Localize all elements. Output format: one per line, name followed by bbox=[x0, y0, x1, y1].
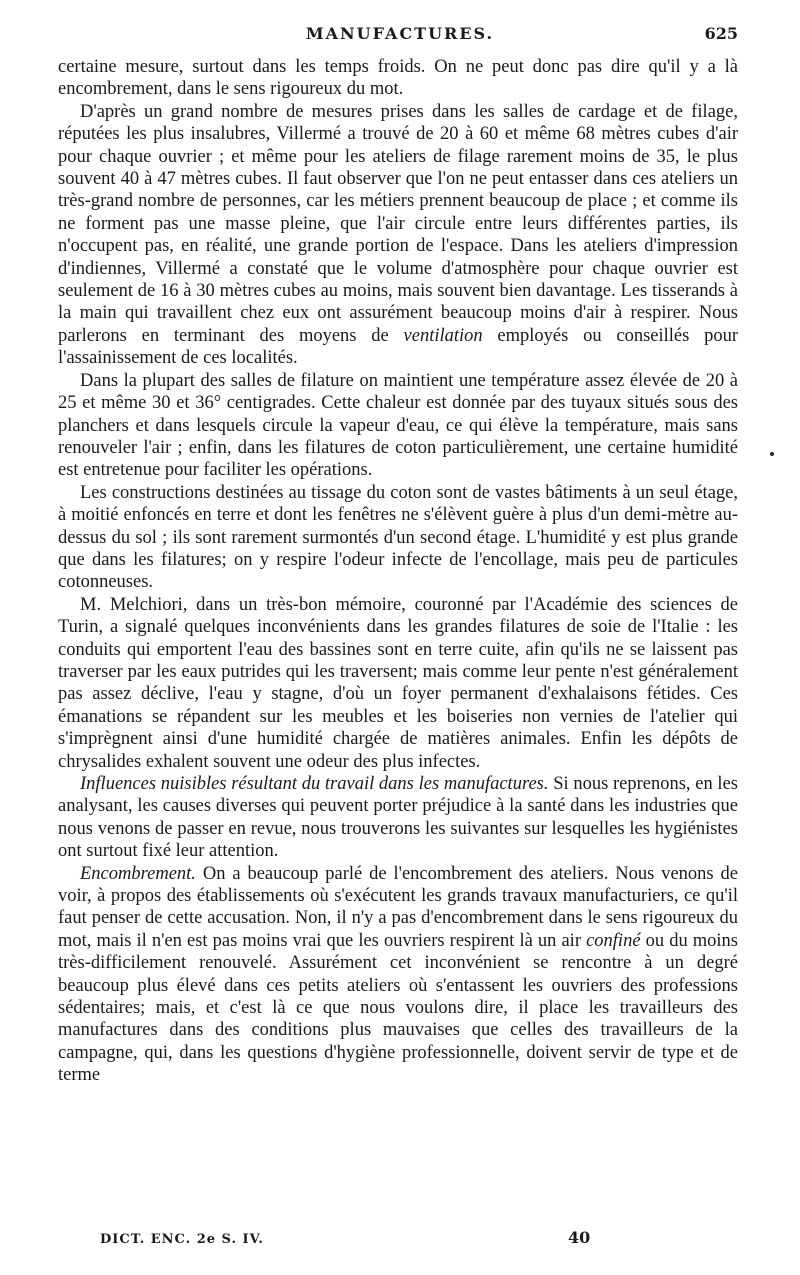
paragraph bbox=[58, 370, 738, 482]
text-segment: M. Melchiori, dans un très-bon mémoire, couronné par l'Académie des sciences de Turin, a signalé quelques inconvénients dans les grandes filatures de soie de l'Italie : les conduits qui emportent l'eau des bassines sont en terre cuite, afin qu'ils ne se laissent pas traverser par les eaux putrides qui les traversent; mais comme leur pente n'est généralement pas assez déclive, l'eau y stagne, d'où un foyer permanent d'exhalaisons fétides. Ces émanations se répandent sur les meubles et les boiseries non vernies de l'atelier qui s'imprègnent ainsi d'une humidité chargée de matières animales. Enfin les dépôts de chrysalides exhalent souvent une odeur des plus infectes. bbox=[58, 594, 738, 772]
running-header-title: MANUFACTURES. bbox=[305, 24, 495, 43]
italic-text-segment: Encombrement. bbox=[80, 863, 196, 884]
body-text bbox=[58, 56, 738, 1087]
text-segment: certaine mesure, surtout dans les temps froids. On ne peut donc pas dire qu'il y a là encombrement, dans le sens rigoureux du mot. bbox=[58, 57, 738, 100]
paragraph bbox=[58, 773, 738, 863]
paragraph bbox=[58, 863, 738, 1087]
text-segment: D'après un grand nombre de mesures prises dans les salles de cardage et de filage, réputées les plus insalubres, Villermé a trouvé de 20 à 60 et même 68 mètres cubes d'air pour chaque ouvrier ; et même pour les ateliers de filage rarement moins de 35, le plus souvent 40 à 47 mètres cubes. Il faut observer que l'on ne peut entasser dans ces ateliers un très-grand nombre de personnes, car les métiers prennent beaucoup de place ; et comme ils ne forment pas une masse pleine, que l'air circule entre leurs différentes parties, ils n'occupent pas, en réalité, une grande portion de l'espace. Dans les ateliers d'impression d'indiennes, Villermé a constaté que le volume d'atmosphère pour chaque ouvrier est seulement de 16 à 30 mètres cubes au moins, mais souvent bien davantage. Les tisserands à la main qui travaillent chez eux ont assurément beaucoup moins d'air à respirer. Nous parlerons en terminant des moyens de bbox=[58, 101, 738, 346]
text-segment: On a beaucoup parlé de l'encombrement des ateliers. Nous venons de voir, à propos des établissements où s'exécutent les grands travaux manufacturiers, ce qu'il faut penser de cette accusation. Non, il n'y a pas d'encombrement dans le sens rigoureux du mot, mais il n'en est pas moins vrai que les ouvriers respirent là un air bbox=[58, 863, 738, 951]
paragraph bbox=[58, 101, 738, 370]
text-segment: ou du moins très-difficilement renouvelé. Assurément cet inconvénient se rencontre à un degré beaucoup plus élevé dans ces petits ateliers où s'entassent les ouvriers des professions sédentaires; mais, et c'est là ce que nous voulons dire, il place les travailleurs des manufactures dans des conditions plus mauvaises que celles des travailleurs de la campagne, qui, dans les questions d'hygiène professionnelle, doivent servir de type et de terme bbox=[58, 930, 739, 1086]
paragraph bbox=[58, 594, 738, 773]
paragraph bbox=[58, 56, 738, 101]
italic-text-segment: confiné bbox=[586, 930, 641, 951]
footer-sheet-number: 40 bbox=[568, 1228, 591, 1247]
text-segment: employés ou conseillés pour l'assainissement de ces localités. bbox=[58, 325, 739, 369]
text-segment: Les constructions destinées au tissage du coton sont de vastes bâtiments à un seul étage, à moitié enfoncés en terre et dont les fenêtres ne s'élèvent guère à plus d'un demi-mètre au-dessus du sol ; ils sont rarement surmontés d'un second étage. L'humidité y est plus grande que dans les filatures; on y respire l'odeur infecte de l'encollage, mais peu de particules cotonneuses. bbox=[58, 482, 738, 593]
paragraph bbox=[58, 482, 738, 594]
footer-signature: DICT. ENC. 2e S. IV. bbox=[100, 1232, 264, 1247]
margin-mark bbox=[770, 452, 774, 456]
text-segment: Si nous reprenons, en les analysant, les causes diverses qui peuvent porter préjudice à la santé dans les industries que nous venons de passer en revue, nous trouverons les suivantes sur lesquelles les hygiénistes ont surtout fixé leur attention. bbox=[58, 774, 738, 862]
italic-text-segment: Influences nuisibles résultant du travail dans les manufactures. bbox=[80, 774, 549, 794]
page-number: 625 bbox=[704, 24, 738, 43]
text-segment: Dans la plupart des salles de filature on maintient une température assez élevée de 20 à 25 et même 30 et 36° centigrades. Cette chaleur est donnée par des tuyaux situés sous des planchers et dans lesquels circule la vapeur d'eau, ce qui élève la température, mais sans renouveler l'air ; enfin, dans les filatures de coton particulièrement, une certaine humidité est entretenue pour faciliter les opérations. bbox=[58, 370, 738, 481]
italic-text-segment: ventilation bbox=[403, 325, 483, 346]
